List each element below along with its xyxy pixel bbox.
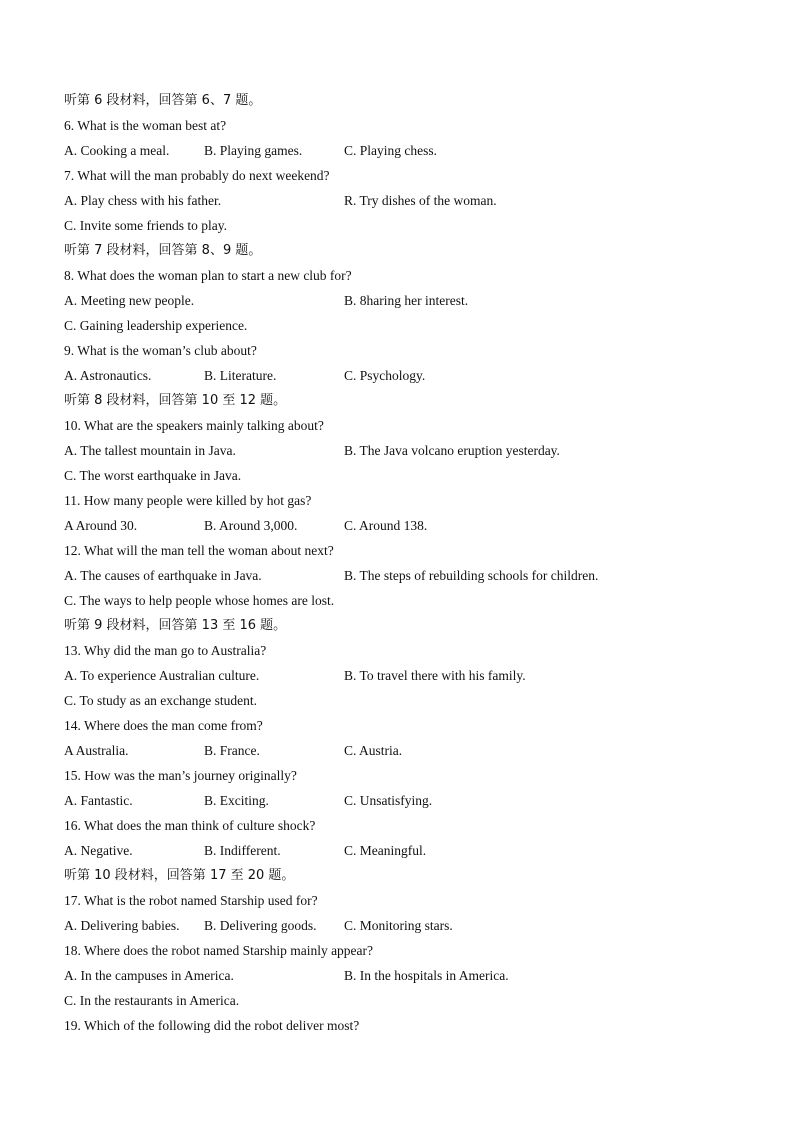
option-a: A. The causes of earthquake in Java. bbox=[64, 568, 262, 583]
question-text: 13. Why did the man go to Australia? bbox=[64, 643, 267, 658]
option-a: A Australia. bbox=[64, 743, 129, 758]
question-text: 9. What is the woman’s club about? bbox=[64, 343, 257, 358]
options-row bbox=[64, 363, 744, 388]
option-a: C. Invite some friends to play. bbox=[64, 218, 227, 233]
option-c: C. Psychology. bbox=[344, 368, 426, 383]
options-row bbox=[64, 913, 744, 938]
option-c: C. Monitoring stars. bbox=[344, 918, 453, 933]
options-row bbox=[64, 438, 744, 463]
options-row bbox=[64, 288, 744, 313]
question-text: 15. How was the man’s journey originally? bbox=[64, 768, 297, 783]
option-a: A Around 30. bbox=[64, 518, 138, 533]
options-row bbox=[64, 788, 744, 813]
option-a: C. Gaining leadership experience. bbox=[64, 318, 248, 333]
options-row bbox=[64, 963, 744, 988]
option-a: A. Fantastic. bbox=[64, 793, 133, 808]
option-b: B. Exciting. bbox=[204, 793, 269, 808]
option-c: C. Austria. bbox=[344, 743, 403, 758]
option-b: B. Around 3,000. bbox=[204, 518, 298, 533]
section-instruction: 听第 10 段材料，回答第 17 至 20 题。 bbox=[64, 868, 295, 883]
options-row bbox=[64, 188, 744, 213]
options-row bbox=[64, 663, 744, 688]
options-row bbox=[64, 838, 744, 863]
option-b: B. In the hospitals in America. bbox=[344, 968, 509, 983]
question-text: 12. What will the man tell the woman about next? bbox=[64, 543, 334, 558]
question-text: 18. Where does the robot named Starship mainly appear? bbox=[64, 943, 374, 958]
options-row bbox=[64, 463, 744, 488]
option-c: C. Meaningful. bbox=[344, 843, 427, 858]
section-instruction: 听第 8 段材料，回答第 10 至 12 题。 bbox=[64, 393, 287, 408]
section-instruction: 听第 9 段材料，回答第 13 至 16 题。 bbox=[64, 618, 287, 633]
question-text: 11. How many people were killed by hot gas? bbox=[64, 493, 312, 508]
question-text: 10. What are the speakers mainly talking about? bbox=[64, 418, 324, 433]
question-text: 7. What will the man probably do next weekend? bbox=[64, 168, 330, 183]
option-c: C. Unsatisfying. bbox=[344, 793, 433, 808]
option-b: B. Literature. bbox=[204, 368, 277, 383]
option-a: A. Astronautics. bbox=[64, 368, 152, 383]
option-b: B. 8haring her interest. bbox=[344, 293, 469, 308]
option-a: A. Play chess with his father. bbox=[64, 193, 222, 208]
option-a: C. The worst earthquake in Java. bbox=[64, 468, 242, 483]
options-row bbox=[64, 688, 744, 713]
option-b: R. Try dishes of the woman. bbox=[344, 193, 497, 208]
option-b: B. The steps of rebuilding schools for children. bbox=[344, 568, 599, 583]
option-b: B. Delivering goods. bbox=[204, 918, 317, 933]
question-text: 14. Where does the man come from? bbox=[64, 718, 263, 733]
options-row bbox=[64, 138, 744, 163]
option-a: A. Negative. bbox=[64, 843, 133, 858]
question-text: 6. What is the woman best at? bbox=[64, 118, 227, 133]
option-a: A. In the campuses in America. bbox=[64, 968, 234, 983]
section-instruction: 听第 7 段材料，回答第 8、9 题。 bbox=[64, 243, 262, 258]
question-text: 8. What does the woman plan to start a new club for? bbox=[64, 268, 352, 283]
option-b: B. The Java volcano eruption yesterday. bbox=[344, 443, 560, 458]
option-b: B. France. bbox=[204, 743, 260, 758]
option-b: B. Indifferent. bbox=[204, 843, 281, 858]
option-a: A. The tallest mountain in Java. bbox=[64, 443, 236, 458]
option-a: A. To experience Australian culture. bbox=[64, 668, 260, 683]
options-row bbox=[64, 738, 744, 763]
option-a: C. To study as an exchange student. bbox=[64, 693, 258, 708]
option-b: B. Playing games. bbox=[204, 143, 303, 158]
options-row bbox=[64, 563, 744, 588]
option-a: A. Delivering babies. bbox=[64, 918, 180, 933]
option-a: C. In the restaurants in America. bbox=[64, 993, 240, 1008]
option-c: C. Around 138. bbox=[344, 518, 428, 533]
options-row bbox=[64, 988, 744, 1013]
option-a: C. The ways to help people whose homes are lost. bbox=[64, 593, 335, 608]
question-text: 17. What is the robot named Starship used for? bbox=[64, 893, 318, 908]
exam-page bbox=[64, 88, 744, 1038]
question-text: 16. What does the man think of culture shock? bbox=[64, 818, 316, 833]
option-b: B. To travel there with his family. bbox=[344, 668, 526, 683]
question-text: 19. Which of the following did the robot deliver most? bbox=[64, 1018, 360, 1033]
options-row bbox=[64, 213, 744, 238]
options-row bbox=[64, 313, 744, 338]
option-a: A. Meeting new people. bbox=[64, 293, 195, 308]
section-instruction: 听第 6 段材料，回答第 6、7 题。 bbox=[64, 93, 262, 108]
option-a: A. Cooking a meal. bbox=[64, 143, 170, 158]
option-c: C. Playing chess. bbox=[344, 143, 437, 158]
options-row bbox=[64, 588, 744, 613]
options-row bbox=[64, 513, 744, 538]
